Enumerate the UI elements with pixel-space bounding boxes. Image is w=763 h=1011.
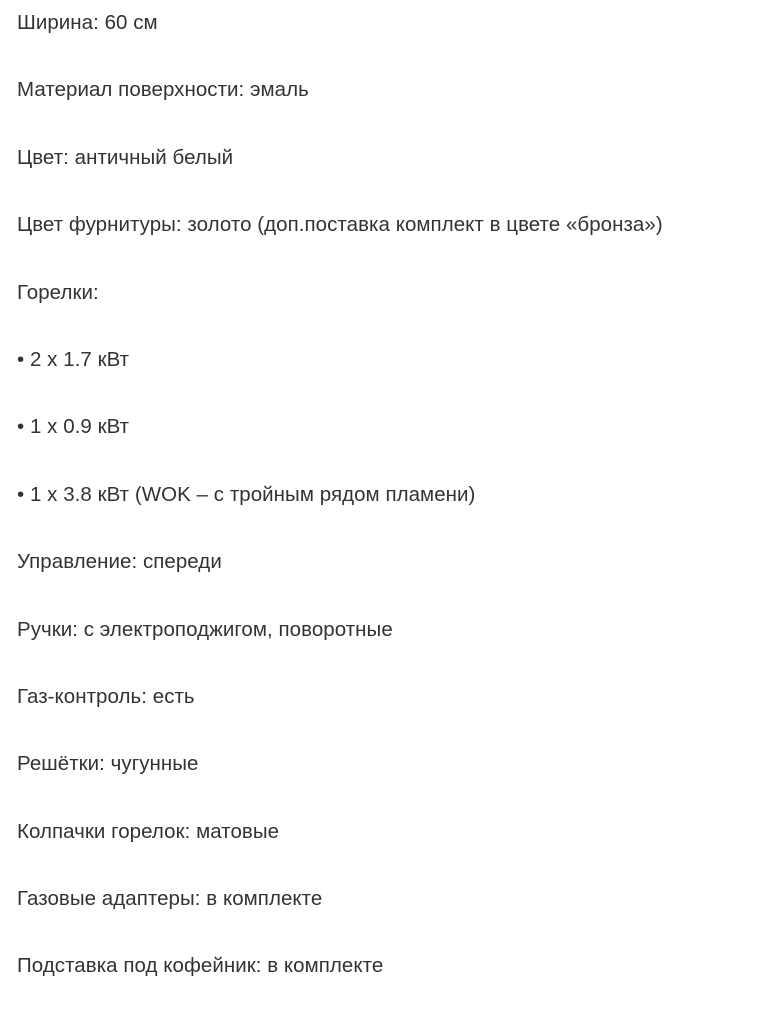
spec-color: Цвет: античный белый [17, 145, 234, 169]
product-specifications [17, 0, 663, 1011]
spec-grates: Решётки: чугунные [17, 752, 199, 776]
spec-burner-item: • 1 x 0.9 кВт [17, 415, 130, 439]
spec-fittings-color: Цвет фурнитуры: золото (доп.поставка комплект в цвете «бронза») [17, 213, 663, 237]
spec-coffee-stand: Подставка под кофейник: в комплекте [17, 954, 384, 978]
spec-burner-item: • 2 x 1.7 кВт [17, 347, 130, 371]
spec-width: Ширина: 60 см [17, 11, 158, 34]
spec-gas-control: Газ-контроль: есть [17, 684, 195, 708]
spec-gas-adapters: Газовые адаптеры: в комплекте [17, 887, 323, 911]
spec-burners-heading: Горелки: [17, 280, 99, 304]
spec-knobs: Ручки: с электроподжигом, поворотные [17, 617, 393, 641]
spec-burner-caps: Колпачки горелок: матовые [17, 819, 280, 843]
spec-burner-item: • 1 x 3.8 кВт (WOK – с тройным рядом пламени) [17, 482, 476, 506]
spec-surface-material: Материал поверхности: эмаль [17, 78, 309, 102]
spec-control: Управление: спереди [17, 550, 222, 574]
